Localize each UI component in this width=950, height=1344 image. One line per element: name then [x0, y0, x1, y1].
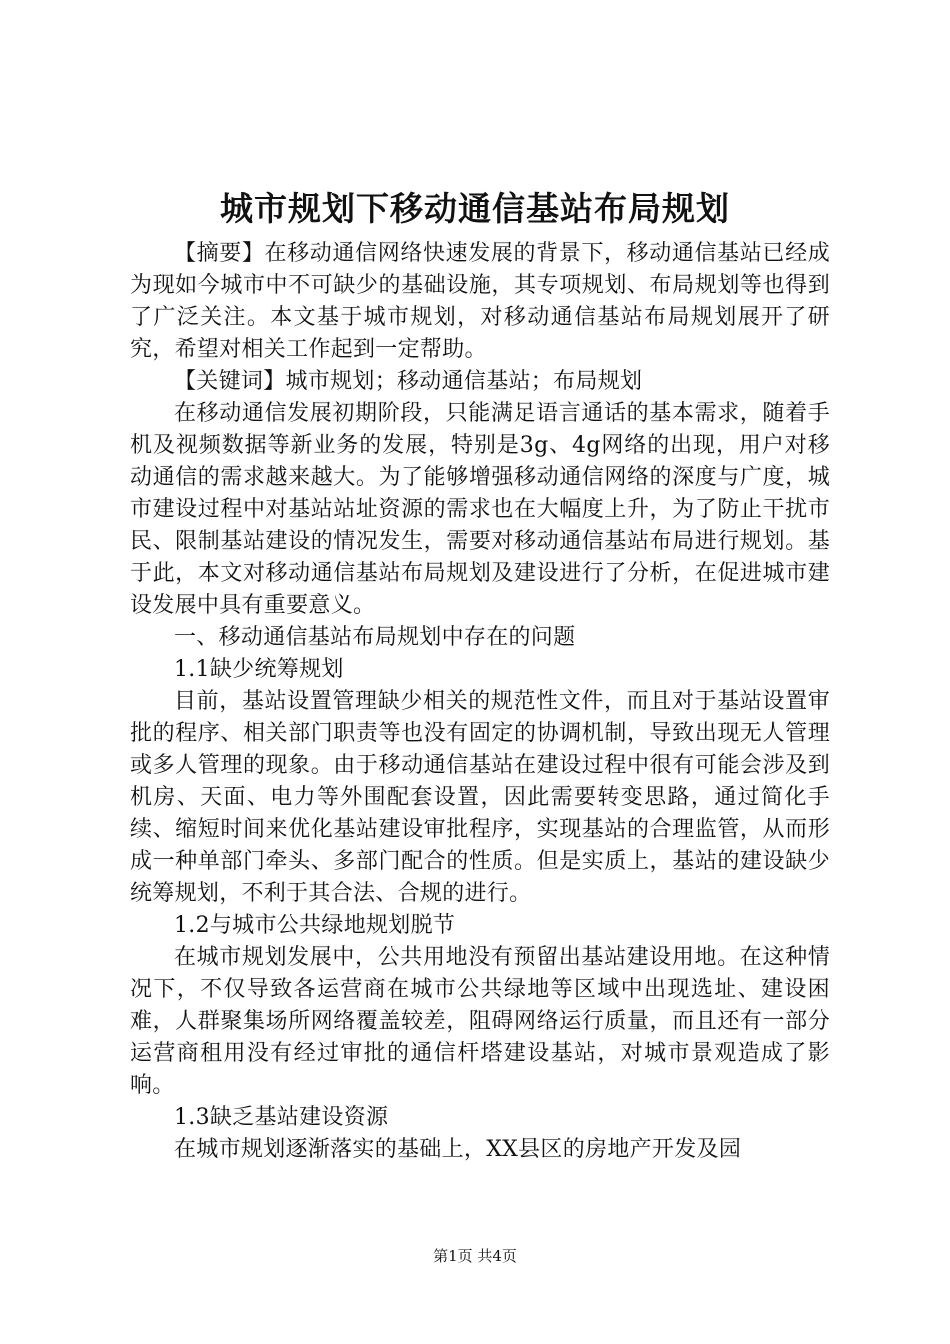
- section-heading-1: 一、移动通信基站布局规划中存在的问题: [174, 625, 576, 650]
- subsection-heading-1-2: 1.2与城市公共绿地规划脱节: [174, 913, 456, 938]
- document-title: 城市规划下移动通信基站布局规划: [220, 189, 730, 228]
- body-paragraph: 目前，基站设置管理缺少相关的规范性文件，而且对于基站设置审批的程序、相关部门职责等也没有固定的协调机制，导致出现无人管理或多人管理的现象。由于移动通信基站在建设过程中很有可能会涉及到机房、天面、电力等外围配套设置，因此需要转变思路，通过简化手续、缩短时间来优化基站建设审批程序，实现基站的合理监管，从而形成一种单部门牵头、多部门配合的性质。但是实质上，基站的建设缺少统筹规划，不利于其合法、合规的进行。: [130, 689, 830, 906]
- subsection-heading-1-3: 1.3缺乏基站建设资源: [174, 1105, 389, 1130]
- body-paragraph: 在城市规划逐渐落实的基础上，XX县区的房地产开发及园: [174, 1137, 742, 1162]
- body-paragraph: 在城市规划发展中，公共用地没有预留出基站建设用地。在这种情况下，不仅导致各运营商在城市公共绿地等区域中出现选址、建设困难，人群聚集场所网络覆盖较差，阻碍网络运行质量，而且还有一部分运营商租用没有经过审批的通信杆塔建设基站，对城市景观造成了影响。: [130, 945, 830, 1098]
- keywords-paragraph: 【关键词】城市规划；移动通信基站；布局规划: [174, 369, 643, 394]
- intro-paragraph: 在移动通信发展初期阶段，只能满足语言通话的基本需求，随着手机及视频数据等新业务的发展，特别是3g、4g网络的出现，用户对移动通信的需求越来越大。为了能够增强移动通信网络的深度与广度，城市建设过程中对基站站址资源的需求也在大幅度上升，为了防止干扰市民、限制基站建设的情况发生，需要对移动通信基站布局进行规划。基于此，本文对移动通信基站布局规划及建设进行了分析，在促进城市建设发展中具有重要意义。: [130, 401, 830, 618]
- document-body: [130, 238, 830, 1166]
- abstract-paragraph: 【摘要】在移动通信网络快速发展的背景下，移动通信基站已经成为现如今城市中不可缺少的基础设施，其专项规划、布局规划等也得到了广泛关注。本文基于城市规划，对移动通信基站布局规划展开了研究，希望对相关工作起到一定帮助。: [130, 241, 830, 362]
- page-footer: 第1页 共4页: [433, 1247, 517, 1265]
- subsection-heading-1-1: 1.1缺少统筹规划: [174, 657, 344, 682]
